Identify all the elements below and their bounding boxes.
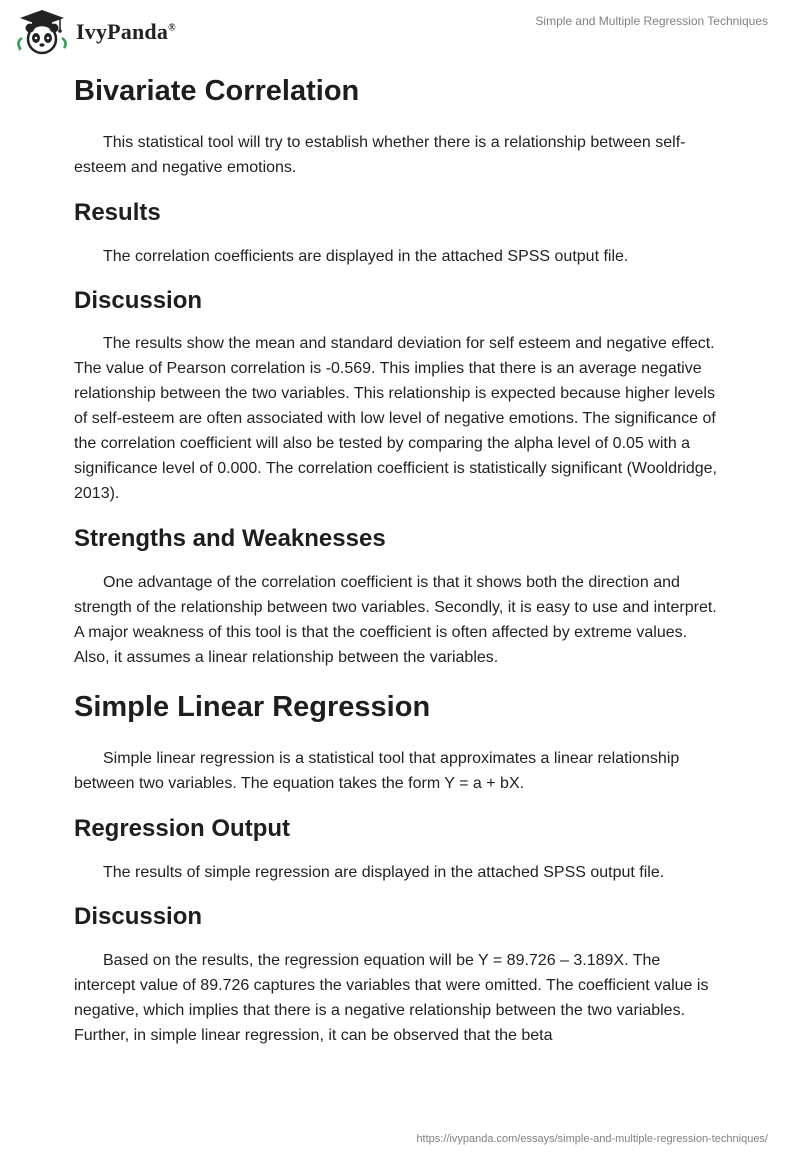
paragraph-simple-linear-intro: Simple linear regression is a statistical tool that approximates a linear relationship between two variables. The equation takes the form Y = a + bX.	[74, 749, 680, 792]
subheading-strengths-weaknesses: Strengths and Weaknesses	[74, 525, 386, 553]
paragraph-strengths-weaknesses: One advantage of the correlation coefficient is that it shows both the direction and strength of the relationship between two variables. Secondly, it is easy to use and interpret. A major weakness of this tool is that the coefficient is often affected by extreme values. Also, it assumes a linear relationship between the variables.	[74, 574, 717, 667]
subheading-regression-output: Regression Output	[74, 814, 291, 842]
source-url[interactable]: https://ivypanda.com/essays/simple-and-multiple-regression-techniques/	[416, 1133, 768, 1145]
brand-name: IvyPanda®	[76, 19, 176, 44]
paragraph-discussion-2: Based on the results, the regression equation will be Y = 89.726 – 3.189X. The intercept value of 89.726 captures the variables that were omitted. The coefficient value is negative, which implies that there is a negative relationship between the two variables. Further, in simple linear regression, it can be observed that the beta	[74, 951, 709, 1044]
document-title: Simple and Multiple Regression Techniques	[535, 14, 768, 28]
paragraph-discussion: The results show the mean and standard deviation for self esteem and negative effect. The value of Pearson correlation is -0.569. This implies that there is an average negative relationship between the two variables. This relationship is expected because higher levels of self-esteem are often associated with low level of negative emotions. The significance of the correlation coefficient will also be tested by comparing the alpha level of 0.05 with a significance level of 0.000. The correlation coefficient is statistically significant (Wooldridge, 2013).	[74, 335, 717, 503]
panda-graduation-cap-icon	[14, 8, 70, 56]
article-body	[74, 68, 724, 1048]
subheading-discussion: Discussion	[74, 286, 203, 314]
subheading-discussion-2: Discussion	[74, 902, 203, 930]
ivypanda-logo[interactable]	[14, 8, 176, 56]
section-heading-bivariate-correlation: Bivariate Correlation	[74, 75, 360, 107]
subheading-results: Results	[74, 198, 161, 226]
paragraph-results: The correlation coefficients are displayed in the attached SPSS output file.	[103, 247, 629, 265]
paragraph-bivariate-intro: This statistical tool will try to establish whether there is a relationship between self-esteem and negative emotions.	[74, 133, 686, 176]
paragraph-regression-output: The results of simple regression are displayed in the attached SPSS output file.	[103, 863, 665, 881]
page-header	[0, 0, 800, 60]
section-heading-simple-linear-regression: Simple Linear Regression	[74, 691, 431, 724]
